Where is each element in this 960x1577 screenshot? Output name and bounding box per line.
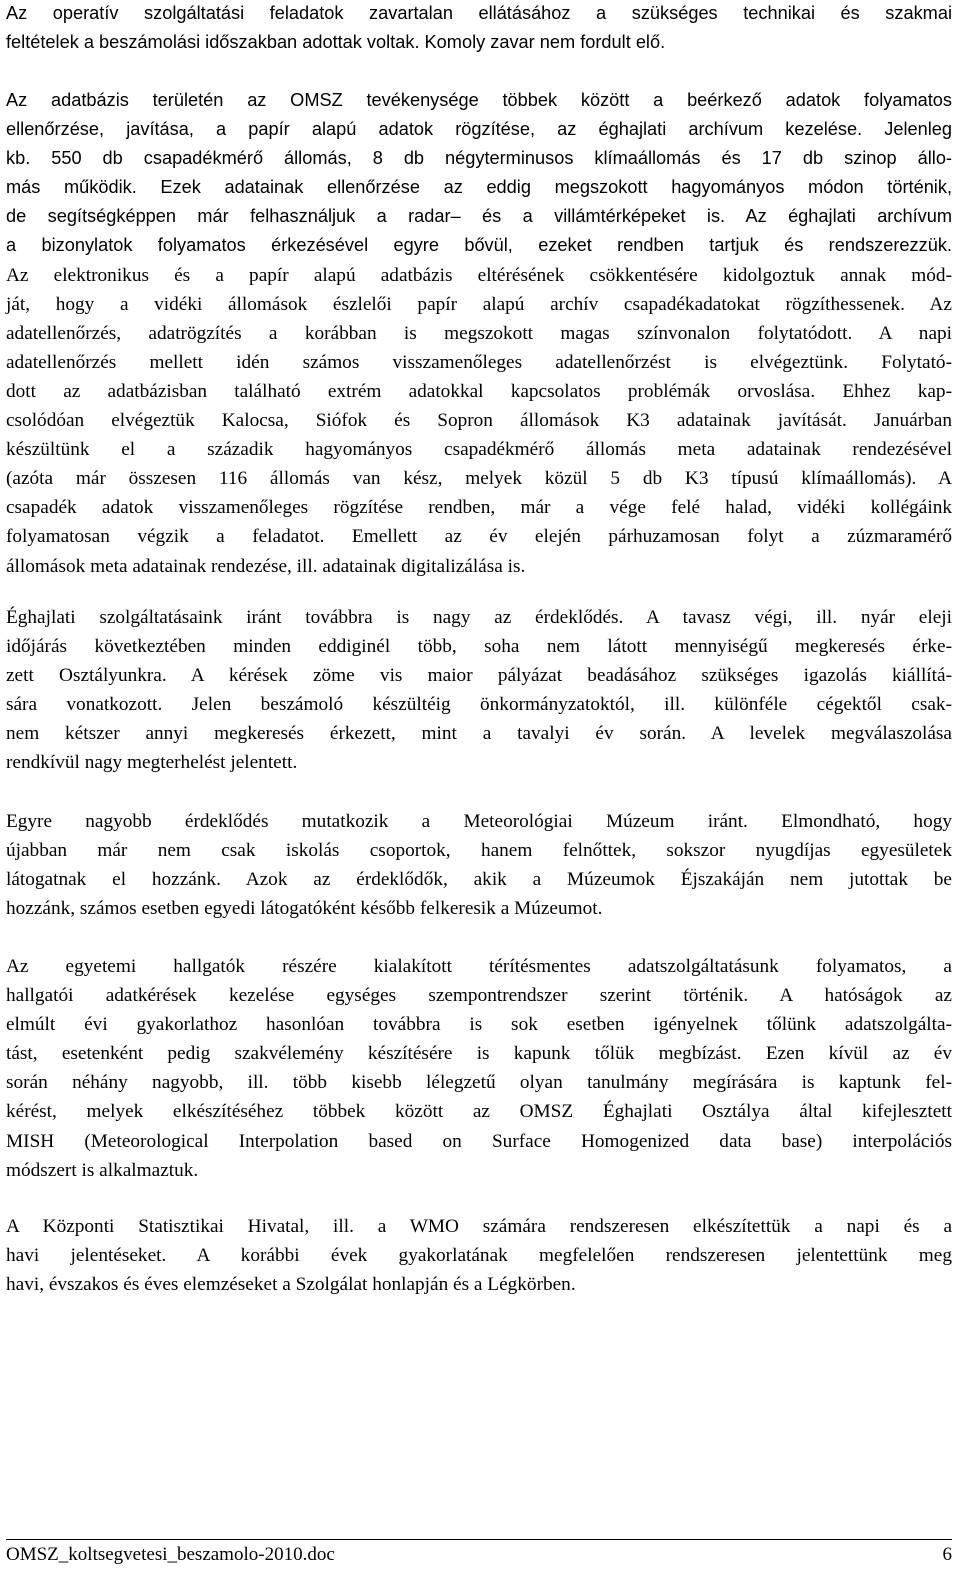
text-line: újabban már nem csak iskolás csoportok, hanem felnőttek, sokszor nyugdíjas egyesületek [6, 840, 952, 862]
text-line: csapadék adatok visszamenőleges rögzítése rendben, már a vége felé halad, vidéki kollégáink [6, 497, 952, 519]
text-line: Az operatív szolgáltatási feladatok zavartalan ellátásához a szükséges technikai és szakmai [6, 3, 952, 23]
text-line: kérést, melyek elkészítéséhez többek között az OMSZ Éghajlati Osztálya által kifejlesztett [6, 1101, 952, 1123]
text-line: során néhány nagyobb, ill. több kisebb lélegzetű olyan tanulmány megírására is kaptunk fel- [6, 1072, 952, 1094]
text-line: időjárás következtében minden eddiginél több, soha nem látott mennyiségű megkeresés érke- [6, 636, 952, 658]
text-line: módszert is alkalmaztuk. [6, 1159, 199, 1181]
text-line: készültünk el a századik hagyományos csapadékmérő állomás meta adatainak rendezésével [6, 439, 952, 461]
paragraph-database [6, 86, 952, 581]
text-line: Az egyetemi hallgatók részére kialakított térítésmentes adatszolgáltatásunk folyamatos, a [6, 956, 952, 977]
text-line: dott az adatbázisban található extrém adatokkal kapcsolatos problémák orvoslása. Ehhez kap- [6, 380, 952, 402]
footer-page-number: 6 [942, 1544, 952, 1565]
text-line: ellenőrzése, javítása, a papír alapú adatok rögzítése, az éghajlati archívum kezelése. Jelenleg [6, 119, 952, 140]
paragraph-operational-services [6, 0, 952, 57]
paragraph-university-data [6, 952, 952, 1185]
text-line: havi jelentéseket. A korábbi évek gyakorlatának megfelelően rendszeresen jelentettünk meg [6, 1245, 952, 1267]
text-line: A Központi Statisztikai Hivatal, ill. a WMO számára rendszeresen elkészítettük a napi és a [6, 1216, 952, 1237]
text-line: nem kétszer annyi megkeresés érkezett, mint a tavalyi év során. A levelek megválaszolása [6, 723, 952, 745]
text-line: látogatnak el hozzánk. Azok az érdeklődők, akik a Múzeumok Éjszakáján nem jutottak be [6, 869, 952, 891]
text-line: MISH (Meteorological Interpolation based on Surface Homogenized data base) interpolációs [6, 1130, 952, 1152]
text-line: állomások meta adatainak rendezése, ill. adatainak digitalizálása is. [6, 555, 526, 577]
text-line: adatellenőrzés, adatrögzítés a korábban is megszokott magas színvonalon folytatódott. A napi [6, 322, 952, 344]
text-line: havi, évszakos és éves elemzéseket a Szolgálat honlapján és a Légkörben. [6, 1274, 576, 1296]
text-line: Az adatbázis területén az OMSZ tevékenysége többek között a beérkező adatok folyamatos [6, 90, 952, 110]
text-line: (azóta már összesen 116 állomás van kész, melyek közül 5 db K3 típusú klímaállomás). A [6, 468, 952, 490]
footer-divider [6, 1539, 952, 1540]
text-line: kb. 550 db csapadékmérő állomás, 8 db négyterminusos klímaállomás és 17 db szinop állo- [6, 148, 952, 169]
text-line: a bizonylatok folyamatos érkezésével egyre bővül, ezeket rendben tartjuk és rendszerezzük. [6, 235, 952, 256]
paragraph-museum [6, 807, 952, 923]
text-line: zett Osztályunkra. A kérések zöme vis maior pályázat beadásához szükséges igazolás kiállítá- [6, 665, 952, 687]
paragraph-climate-services [6, 603, 952, 778]
text-line: tást, esetenként pedig szakvélemény készítésére is kapunk tőlük megbízást. Ezen kívül az év [6, 1043, 952, 1065]
text-line: hozzánk, számos esetben egyedi látogatóként később felkeresik a Múzeumot. [6, 898, 603, 920]
footer-filename: OMSZ_koltsegvetesi_beszamolo-2010.doc [6, 1544, 335, 1565]
text-line: rendkívül nagy megterhelést jelentett. [6, 752, 298, 774]
text-line: Egyre nagyobb érdeklődés mutatkozik a Meteorológiai Múzeum iránt. Elmondható, hogy [6, 811, 952, 832]
text-line: adatellenőrzés mellett idén számos visszamenőleges adatellenőrzést is elvégeztünk. Folytató- [6, 351, 952, 373]
text-line: sára vonatkozott. Jelen beszámoló készültéig önkormányzatoktól, ill. különféle cégektől csak- [6, 694, 952, 716]
text-line: hallgatói adatkérések kezelése egységes szempontrendszer szerint történik. A hatóságok az [6, 985, 952, 1007]
text-line: de segítségképpen már felhasználjuk a radar– és a villámtérképeket is. Az éghajlati archívum [6, 206, 952, 227]
text-line: csolódóan elvégeztük Kalocsa, Siófok és Sopron állomások K3 adatainak javítását. Januárban [6, 410, 952, 432]
text-line: folyamatosan végzik a feladatot. Emellett az év elején párhuzamosan folyt a zúzmaramérő [6, 526, 952, 548]
paragraph-reports [6, 1212, 952, 1299]
text-line: feltételek a beszámolási időszakban adottak voltak. Komoly zavar nem fordult elő. [6, 32, 666, 53]
text-line: más működik. Ezek adatainak ellenőrzése az eddig megszokott hagyományos módon történik, [6, 177, 952, 198]
text-line: Éghajlati szolgáltatásaink iránt továbbra is nagy az érdeklődés. A tavasz végi, ill. nyár eleji [6, 607, 952, 628]
text-line: Az elektronikus és a papír alapú adatbázis eltérésének csökkentésére kidolgoztuk annak mód- [6, 264, 952, 286]
text-line: ját, hogy a vidéki állomások észlelői papír alapú archív csapadékadatokat rögzíthessenek. Az [6, 293, 952, 315]
text-line: elmúlt évi gyakorlathoz hasonlóan továbbra is sok esetben igényelnek tőlünk adatszolgálta- [6, 1014, 952, 1036]
